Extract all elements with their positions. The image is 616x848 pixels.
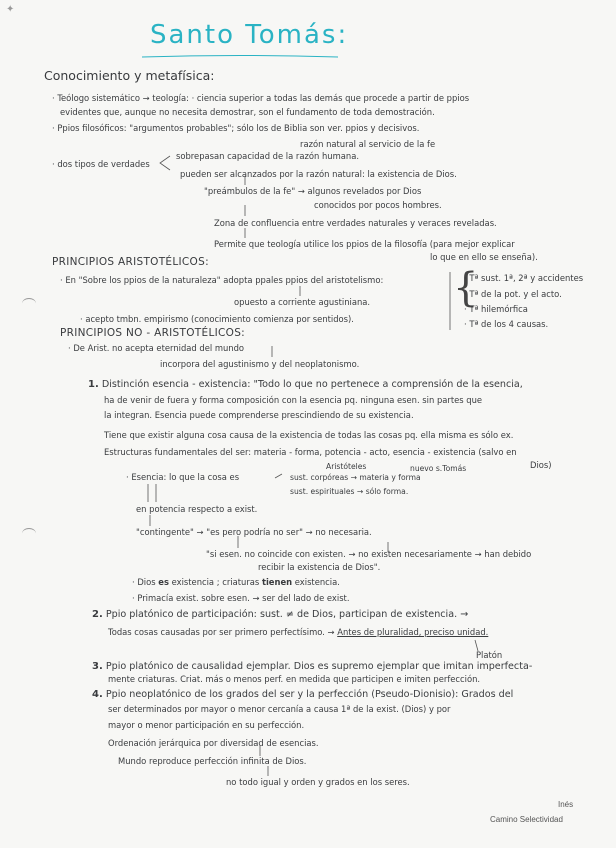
text-line: pueden ser alcanzados por la razón natural: la existencia de Dios. xyxy=(180,169,457,179)
principles-aristotelian-heading: PRINCIPIOS ARISTOTÉLICOS: xyxy=(52,256,209,268)
text-fragment-emphasis: es xyxy=(158,577,169,587)
text-line: no todo igual y orden y grados en los seres. xyxy=(226,777,410,787)
text-fragment: existencia. xyxy=(294,577,340,587)
text-line: sust. corpóreas → materia y forma xyxy=(290,473,421,482)
text-line: · Tª de la pot. y el acto. xyxy=(464,289,562,299)
text-line: · Primacía exist. sobre esen. → ser del lado de exist. xyxy=(132,593,350,603)
text-line: Mundo reproduce perfección infinita de Dios. xyxy=(118,756,307,766)
text-line: la integran. Esencia puede comprenderse prescindiendo de su existencia. xyxy=(104,410,414,420)
text-fragment: Distinción esencia - existencia: "Todo lo que no pertenece a comprensión de la esencia, xyxy=(101,379,523,390)
text-line: sobrepasan capacidad de la razón humana. xyxy=(176,151,359,161)
text-fragment: Todas cosas causadas por ser primero perfectísimo. → xyxy=(108,627,335,637)
text-fragment: Ppio platónico de participación: sust. ≠ de Dios, participan de existencia. → xyxy=(105,609,469,620)
text-line: · Tª de los 4 causas. xyxy=(464,319,549,329)
text-line: · Esencia: lo que la cosa es xyxy=(126,472,240,482)
margin-hole-mark xyxy=(22,528,36,539)
text-line: nuevo s.Tomás xyxy=(410,464,467,473)
text-line xyxy=(92,662,532,672)
principles-non-aristotelian-heading: PRINCIPIOS NO - ARISTOTÉLICOS: xyxy=(60,327,245,339)
page-title: Santo Tomás: xyxy=(150,20,349,50)
footer-brand: Camino Selectividad xyxy=(490,815,563,824)
text-line: Dios) xyxy=(530,460,552,470)
text-fragment: Ppio neoplatónico de los grados del ser y la perfección (Pseudo-Dionisio): Grados del xyxy=(105,689,514,700)
text-fragment: Ppio platónico de causalidad ejemplar. Dios es supremo ejemplar que imitan imperfecta- xyxy=(105,661,533,672)
text-line xyxy=(92,690,513,700)
corner-mark: ✦ xyxy=(6,4,15,15)
text-line: "preámbulos de la fe" → algunos revelados por Dios xyxy=(204,186,422,196)
text-line xyxy=(108,628,488,636)
text-line: conocidos por pocos hombres. xyxy=(314,200,442,210)
text-line: · dos tipos de verdades xyxy=(52,159,150,169)
text-line: Ordenación jerárquica por diversidad de esencias. xyxy=(108,738,319,748)
text-line: en potencia respecto a exist. xyxy=(136,504,258,514)
text-fragment: existencia ; criaturas xyxy=(171,577,260,587)
text-fragment: · Dios xyxy=(132,577,156,587)
text-line: evidentes que, aunque no necesita demostrar, son el fundamento de toda demostración. xyxy=(60,107,435,117)
text-line: · Ppios filosóficos: "argumentos probables"; sólo los de Biblia son ver. ppios y decisivos. xyxy=(52,123,420,133)
text-line xyxy=(92,610,468,620)
text-line: "contingente" → "es pero podría no ser" → no necesaria. xyxy=(136,527,372,537)
text-line xyxy=(132,578,340,586)
text-line: Platón xyxy=(476,650,503,660)
text-line: Tiene que existir alguna cosa causa de la existencia de todas las cosas pq. ella misma es sólo ex. xyxy=(104,430,514,440)
text-line: Estructuras fundamentales del ser: materia - forma, potencia - acto, esencia - existencia (salvo en xyxy=(104,447,517,457)
section-heading: Conocimiento y metafísica: xyxy=(44,68,215,83)
text-line: · Tª sust. 1ª, 2ª y accidentes xyxy=(464,273,584,283)
text-fragment-emphasis: tienen xyxy=(261,577,293,587)
text-line: Permite que teología utilice los ppios de la filosofía (para mejor explicar xyxy=(214,239,515,249)
text-line: "si esen. no coincide con existen. → no existen necesariamente → han debido xyxy=(206,549,532,559)
text-line: · acepto tmbn. empirismo (conocimiento comienza por sentidos). xyxy=(80,314,354,324)
brace-mark: { xyxy=(453,265,479,311)
item-number: 1. xyxy=(88,379,99,390)
text-line: Zona de confluencia entre verdades naturales y veraces reveladas. xyxy=(214,218,497,228)
footer-author: Inés xyxy=(558,800,574,809)
text-line: incorpora del agustinismo y del neoplatonismo. xyxy=(160,359,360,369)
text-line: recibir la existencia de Dios". xyxy=(258,562,381,572)
item-number: 4. xyxy=(92,689,103,700)
item-number: 3. xyxy=(92,661,103,672)
text-line: · Tª hilemórfica xyxy=(464,304,528,314)
text-line xyxy=(88,380,523,390)
text-line: mayor o menor participación en su perfección. xyxy=(108,720,305,730)
text-line: opuesto a corriente agustiniana. xyxy=(234,297,371,307)
text-fragment-underlined: Antes de pluralidad, preciso unidad. xyxy=(337,627,489,637)
item-number: 2. xyxy=(92,609,103,620)
text-line: · Teólogo sistemático → teología: · ciencia superior a todas las demás que procede a partir de ppios xyxy=(52,93,470,103)
text-line: mente criaturas. Criat. más o menos perf. en medida que participen e imiten perfección. xyxy=(108,674,481,684)
title-underline xyxy=(140,54,340,60)
text-line: Aristóteles xyxy=(326,462,367,471)
text-line: razón natural al servicio de la fe xyxy=(300,139,436,149)
text-line: · En "Sobre los ppios de la naturaleza" adopta ppales ppios del aristotelismo: xyxy=(60,275,384,285)
text-line: sust. espirituales → sólo forma. xyxy=(290,487,409,496)
text-line: ha de venir de fuera y forma composición con la esencia pq. ninguna esen. sin partes que xyxy=(104,395,483,405)
text-line: ser determinados por mayor o menor cercanía a causa 1ª de la exist. (Dios) y por xyxy=(108,704,451,714)
text-line: lo que en ello se enseña). xyxy=(430,252,538,262)
text-line: · De Arist. no acepta eternidad del mundo xyxy=(68,343,245,353)
margin-hole-mark xyxy=(22,298,36,309)
